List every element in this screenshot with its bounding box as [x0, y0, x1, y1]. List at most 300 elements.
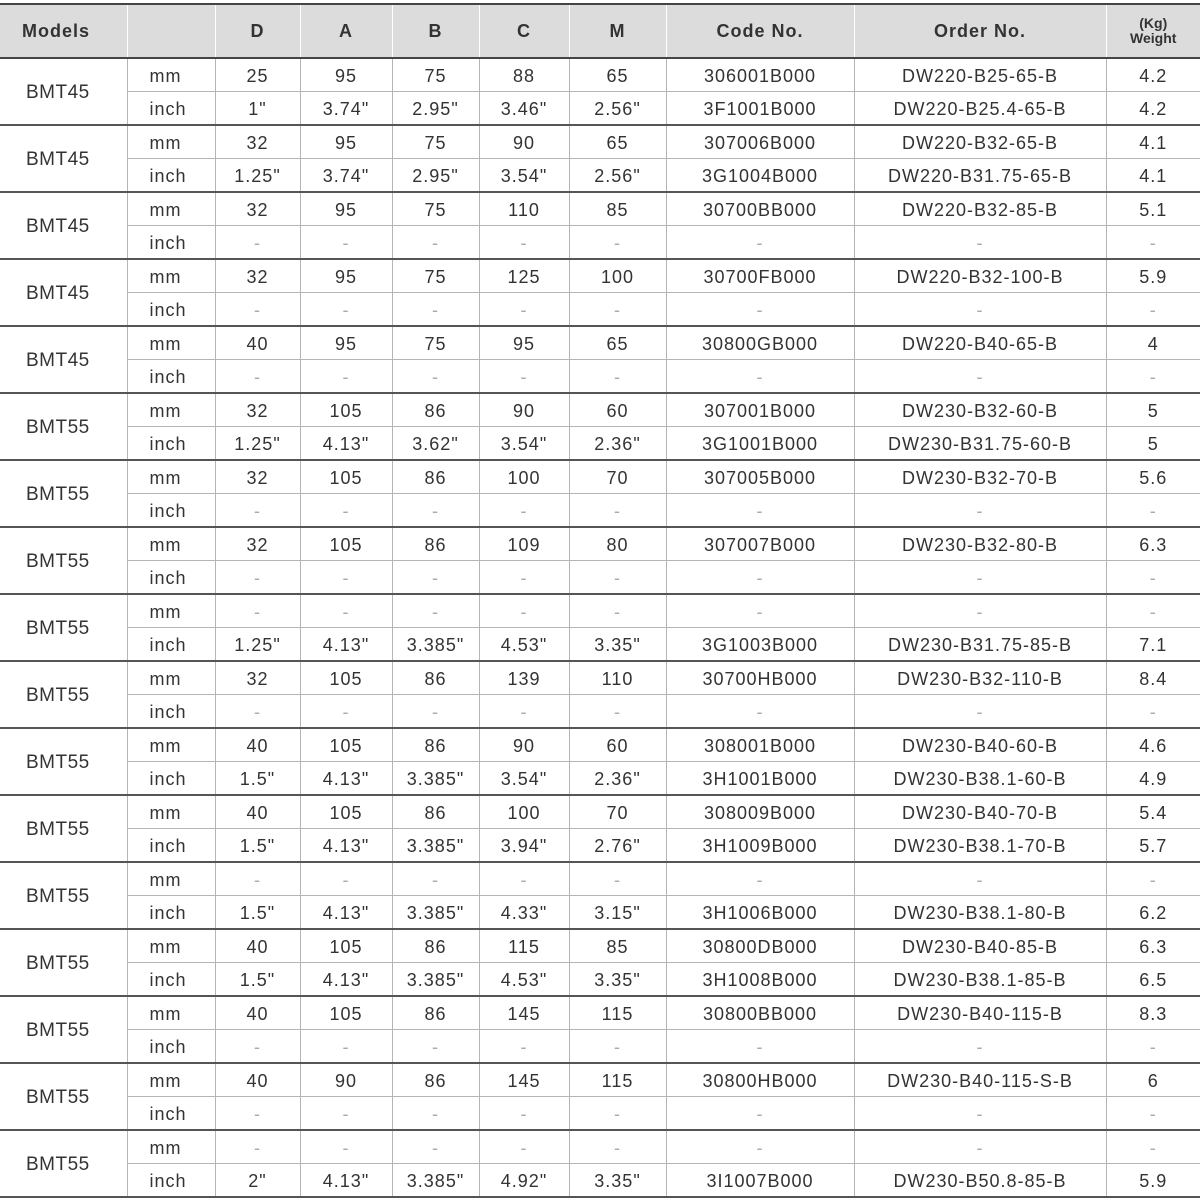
weight-cell: 6.3	[1106, 527, 1200, 561]
b-cell: 86	[392, 527, 479, 561]
model-cell: BMT55	[0, 795, 127, 862]
order-no-cell: -	[854, 1030, 1106, 1064]
unit-cell: mm	[127, 1130, 215, 1164]
d-cell: -	[215, 1030, 300, 1064]
c-cell: 3.54"	[479, 427, 569, 461]
order-no-cell: DW230-B31.75-60-B	[854, 427, 1106, 461]
table-row	[0, 527, 1200, 561]
c-cell: 125	[479, 259, 569, 293]
b-cell: -	[392, 561, 479, 595]
d-cell: 40	[215, 929, 300, 963]
c-cell: 3.94"	[479, 829, 569, 863]
m-cell: -	[569, 862, 666, 896]
unit-cell: mm	[127, 125, 215, 159]
order-no-cell: DW230-B38.1-70-B	[854, 829, 1106, 863]
order-no-cell: DW230-B40-85-B	[854, 929, 1106, 963]
d-cell: 40	[215, 795, 300, 829]
b-cell: 86	[392, 728, 479, 762]
weight-unit-label: (Kg)	[1139, 15, 1168, 31]
m-cell: 2.36"	[569, 427, 666, 461]
c-cell: 4.33"	[479, 896, 569, 930]
unit-cell: mm	[127, 192, 215, 226]
c-cell: 88	[479, 58, 569, 92]
m-cell: 2.56"	[569, 159, 666, 193]
model-cell: BMT55	[0, 929, 127, 996]
a-cell: 105	[300, 996, 392, 1030]
order-no-cell: -	[854, 561, 1106, 595]
weight-cell: 4.2	[1106, 92, 1200, 126]
weight-cell: 4.6	[1106, 728, 1200, 762]
weight-cell: 5.9	[1106, 259, 1200, 293]
model-cell: BMT55	[0, 393, 127, 460]
code-no-cell: 3G1001B000	[666, 427, 854, 461]
c-cell: -	[479, 594, 569, 628]
c-cell: 4.92"	[479, 1164, 569, 1198]
b-cell: 75	[392, 259, 479, 293]
d-cell: 1"	[215, 92, 300, 126]
table-row	[0, 829, 1200, 863]
b-cell: 3.385"	[392, 829, 479, 863]
model-cell: BMT45	[0, 259, 127, 326]
weight-cell: 5.6	[1106, 460, 1200, 494]
unit-cell: inch	[127, 963, 215, 997]
c-cell: 145	[479, 1063, 569, 1097]
code-no-cell: -	[666, 226, 854, 260]
code-no-cell: 3H1001B000	[666, 762, 854, 796]
d-cell: 40	[215, 1063, 300, 1097]
table-row	[0, 92, 1200, 126]
a-cell: -	[300, 862, 392, 896]
order-no-cell: -	[854, 494, 1106, 528]
b-cell: 2.95"	[392, 92, 479, 126]
c-cell: 95	[479, 326, 569, 360]
unit-cell: mm	[127, 929, 215, 963]
model-cell: BMT45	[0, 58, 127, 125]
code-no-cell: 30700FB000	[666, 259, 854, 293]
d-cell: 32	[215, 192, 300, 226]
code-no-cell: -	[666, 293, 854, 327]
code-no-cell: -	[666, 1030, 854, 1064]
b-cell: -	[392, 226, 479, 260]
a-cell: 105	[300, 929, 392, 963]
d-cell: 1.25"	[215, 427, 300, 461]
a-cell: 4.13"	[300, 896, 392, 930]
m-cell: 115	[569, 996, 666, 1030]
d-cell: -	[215, 293, 300, 327]
table-row	[0, 293, 1200, 327]
m-cell: 3.35"	[569, 1164, 666, 1198]
d-cell: 32	[215, 460, 300, 494]
b-cell: 86	[392, 460, 479, 494]
order-no-cell: -	[854, 293, 1106, 327]
m-cell: 65	[569, 58, 666, 92]
unit-cell: inch	[127, 92, 215, 126]
unit-cell: mm	[127, 594, 215, 628]
a-cell: 4.13"	[300, 829, 392, 863]
a-header: A	[300, 4, 392, 58]
code-no-cell: -	[666, 862, 854, 896]
model-cell: BMT55	[0, 862, 127, 929]
m-cell: 3.15"	[569, 896, 666, 930]
c-cell: 3.46"	[479, 92, 569, 126]
model-cell: BMT45	[0, 125, 127, 192]
unit-cell: mm	[127, 862, 215, 896]
unit-cell: inch	[127, 427, 215, 461]
b-cell: -	[392, 594, 479, 628]
unit-cell: mm	[127, 1063, 215, 1097]
code-no-cell: -	[666, 1130, 854, 1164]
model-cell: BMT55	[0, 594, 127, 661]
b-cell: 3.385"	[392, 628, 479, 662]
b-cell: 75	[392, 125, 479, 159]
order-no-cell: -	[854, 695, 1106, 729]
a-cell: 4.13"	[300, 628, 392, 662]
a-cell: 95	[300, 192, 392, 226]
m-cell: 3.35"	[569, 963, 666, 997]
code-no-cell: 30800DB000	[666, 929, 854, 963]
unit-header	[127, 4, 215, 58]
order-header: Order No.	[854, 4, 1106, 58]
code-no-cell: -	[666, 360, 854, 394]
m-cell: 85	[569, 192, 666, 226]
weight-cell: 4.2	[1106, 58, 1200, 92]
unit-cell: mm	[127, 259, 215, 293]
table-row	[0, 996, 1200, 1030]
code-no-cell: -	[666, 695, 854, 729]
d-cell: 40	[215, 326, 300, 360]
table-row	[0, 159, 1200, 193]
order-no-cell: DW230-B38.1-80-B	[854, 896, 1106, 930]
order-no-cell: DW230-B50.8-85-B	[854, 1164, 1106, 1198]
unit-cell: inch	[127, 159, 215, 193]
b-cell: -	[392, 695, 479, 729]
order-no-cell: DW220-B25.4-65-B	[854, 92, 1106, 126]
m-cell: 70	[569, 795, 666, 829]
weight-cell: -	[1106, 360, 1200, 394]
weight-cell: 4.1	[1106, 125, 1200, 159]
order-no-cell: -	[854, 862, 1106, 896]
code-no-cell: -	[666, 594, 854, 628]
unit-cell: inch	[127, 762, 215, 796]
d-cell: -	[215, 695, 300, 729]
a-cell: 4.13"	[300, 762, 392, 796]
d-header: D	[215, 4, 300, 58]
a-cell: 3.74"	[300, 92, 392, 126]
a-cell: -	[300, 293, 392, 327]
order-no-cell: DW230-B38.1-60-B	[854, 762, 1106, 796]
unit-cell: inch	[127, 226, 215, 260]
model-cell: BMT55	[0, 996, 127, 1063]
m-cell: 115	[569, 1063, 666, 1097]
c-cell: -	[479, 360, 569, 394]
c-cell: 100	[479, 460, 569, 494]
order-no-cell: -	[854, 594, 1106, 628]
unit-cell: mm	[127, 393, 215, 427]
c-header: C	[479, 4, 569, 58]
d-cell: 25	[215, 58, 300, 92]
code-no-cell: 30800GB000	[666, 326, 854, 360]
c-cell: 4.53"	[479, 963, 569, 997]
table-row	[0, 1130, 1200, 1164]
d-cell: -	[215, 594, 300, 628]
table-row	[0, 762, 1200, 796]
table-row	[0, 427, 1200, 461]
d-cell: -	[215, 494, 300, 528]
a-cell: -	[300, 1130, 392, 1164]
weight-cell: -	[1106, 1030, 1200, 1064]
order-no-cell: DW230-B40-60-B	[854, 728, 1106, 762]
code-no-cell: 3F1001B000	[666, 92, 854, 126]
weight-header	[1106, 4, 1200, 58]
b-cell: -	[392, 1130, 479, 1164]
m-cell: 80	[569, 527, 666, 561]
m-cell: -	[569, 1030, 666, 1064]
d-cell: 1.25"	[215, 159, 300, 193]
weight-cell: 7.1	[1106, 628, 1200, 662]
table-row	[0, 1030, 1200, 1064]
unit-cell: inch	[127, 360, 215, 394]
c-cell: -	[479, 226, 569, 260]
b-cell: -	[392, 1097, 479, 1131]
m-cell: 60	[569, 728, 666, 762]
a-cell: -	[300, 226, 392, 260]
c-cell: 3.54"	[479, 762, 569, 796]
code-no-cell: 3G1003B000	[666, 628, 854, 662]
a-cell: 4.13"	[300, 963, 392, 997]
code-no-cell: 307005B000	[666, 460, 854, 494]
c-cell: 109	[479, 527, 569, 561]
c-cell: -	[479, 561, 569, 595]
weight-cell: -	[1106, 226, 1200, 260]
b-cell: 3.62"	[392, 427, 479, 461]
m-cell: 60	[569, 393, 666, 427]
c-cell: -	[479, 293, 569, 327]
a-cell: 105	[300, 728, 392, 762]
a-cell: 105	[300, 527, 392, 561]
table-row	[0, 58, 1200, 92]
unit-cell: inch	[127, 1030, 215, 1064]
b-cell: 86	[392, 795, 479, 829]
c-cell: -	[479, 1030, 569, 1064]
unit-cell: mm	[127, 996, 215, 1030]
model-cell: BMT55	[0, 661, 127, 728]
table-row	[0, 360, 1200, 394]
b-cell: 3.385"	[392, 1164, 479, 1198]
unit-cell: inch	[127, 1164, 215, 1198]
d-cell: 32	[215, 259, 300, 293]
order-no-cell: DW230-B40-115-S-B	[854, 1063, 1106, 1097]
b-cell: 3.385"	[392, 762, 479, 796]
spec-table	[0, 3, 1200, 1198]
order-no-cell: DW220-B40-65-B	[854, 326, 1106, 360]
b-cell: -	[392, 293, 479, 327]
c-cell: 90	[479, 393, 569, 427]
a-cell: -	[300, 1030, 392, 1064]
a-cell: 95	[300, 58, 392, 92]
table-row	[0, 795, 1200, 829]
weight-cell: 5	[1106, 427, 1200, 461]
d-cell: 1.5"	[215, 762, 300, 796]
unit-cell: mm	[127, 795, 215, 829]
order-no-cell: -	[854, 1097, 1106, 1131]
d-cell: -	[215, 862, 300, 896]
a-cell: 3.74"	[300, 159, 392, 193]
unit-cell: inch	[127, 293, 215, 327]
weight-cell: 8.4	[1106, 661, 1200, 695]
model-cell: BMT55	[0, 1063, 127, 1130]
d-cell: -	[215, 561, 300, 595]
a-cell: 105	[300, 661, 392, 695]
d-cell: 1.5"	[215, 963, 300, 997]
model-cell: BMT55	[0, 1130, 127, 1197]
b-cell: 75	[392, 58, 479, 92]
unit-cell: inch	[127, 896, 215, 930]
b-cell: -	[392, 1030, 479, 1064]
m-header: M	[569, 4, 666, 58]
m-cell: 2.56"	[569, 92, 666, 126]
weight-cell: 4.1	[1106, 159, 1200, 193]
unit-cell: mm	[127, 661, 215, 695]
c-cell: 90	[479, 728, 569, 762]
table-row	[0, 393, 1200, 427]
m-cell: -	[569, 226, 666, 260]
b-cell: -	[392, 360, 479, 394]
order-no-cell: DW220-B32-100-B	[854, 259, 1106, 293]
d-cell: 32	[215, 527, 300, 561]
model-cell: BMT45	[0, 192, 127, 259]
weight-cell: 5.4	[1106, 795, 1200, 829]
weight-cell: 5	[1106, 393, 1200, 427]
b-cell: 75	[392, 192, 479, 226]
weight-cell: 4.9	[1106, 762, 1200, 796]
code-no-cell: 308001B000	[666, 728, 854, 762]
weight-cell: 5.7	[1106, 829, 1200, 863]
models-header: Models	[0, 4, 127, 58]
m-cell: 100	[569, 259, 666, 293]
model-cell: BMT55	[0, 527, 127, 594]
a-cell: -	[300, 594, 392, 628]
c-cell: 115	[479, 929, 569, 963]
order-no-cell: DW230-B32-70-B	[854, 460, 1106, 494]
order-no-cell: DW230-B40-70-B	[854, 795, 1106, 829]
order-no-cell: DW230-B31.75-85-B	[854, 628, 1106, 662]
unit-cell: inch	[127, 1097, 215, 1131]
m-cell: -	[569, 1130, 666, 1164]
a-cell: -	[300, 561, 392, 595]
table-row	[0, 1097, 1200, 1131]
table-body	[0, 58, 1200, 1197]
unit-cell: inch	[127, 695, 215, 729]
order-no-cell: DW220-B32-85-B	[854, 192, 1106, 226]
header-row	[0, 4, 1200, 58]
c-cell: 3.54"	[479, 159, 569, 193]
a-cell: -	[300, 1097, 392, 1131]
weight-cell: 5.9	[1106, 1164, 1200, 1198]
code-no-cell: -	[666, 494, 854, 528]
weight-cell: -	[1106, 561, 1200, 595]
a-cell: 105	[300, 795, 392, 829]
table-row	[0, 862, 1200, 896]
order-no-cell: -	[854, 360, 1106, 394]
b-cell: 86	[392, 393, 479, 427]
a-cell: 105	[300, 460, 392, 494]
weight-cell: 4	[1106, 326, 1200, 360]
weight-cell: 6.3	[1106, 929, 1200, 963]
a-cell: 95	[300, 259, 392, 293]
m-cell: 65	[569, 326, 666, 360]
m-cell: 2.36"	[569, 762, 666, 796]
code-no-cell: 3H1009B000	[666, 829, 854, 863]
c-cell: 145	[479, 996, 569, 1030]
m-cell: 85	[569, 929, 666, 963]
table-row	[0, 594, 1200, 628]
code-no-cell: 307001B000	[666, 393, 854, 427]
m-cell: 3.35"	[569, 628, 666, 662]
table-row	[0, 896, 1200, 930]
c-cell: -	[479, 1097, 569, 1131]
m-cell: -	[569, 594, 666, 628]
order-no-cell: DW230-B40-115-B	[854, 996, 1106, 1030]
d-cell: 40	[215, 728, 300, 762]
table-row	[0, 1063, 1200, 1097]
unit-cell: inch	[127, 494, 215, 528]
table-row	[0, 561, 1200, 595]
m-cell: 110	[569, 661, 666, 695]
order-no-cell: -	[854, 226, 1106, 260]
table-row	[0, 1164, 1200, 1198]
table-row	[0, 695, 1200, 729]
order-no-cell: DW230-B32-80-B	[854, 527, 1106, 561]
d-cell: 2"	[215, 1164, 300, 1198]
m-cell: 2.76"	[569, 829, 666, 863]
a-cell: -	[300, 360, 392, 394]
table-row	[0, 226, 1200, 260]
m-cell: -	[569, 360, 666, 394]
d-cell: 40	[215, 996, 300, 1030]
code-no-cell: 306001B000	[666, 58, 854, 92]
weight-cell: -	[1106, 862, 1200, 896]
weight-cell: 6.5	[1106, 963, 1200, 997]
m-cell: 70	[569, 460, 666, 494]
b-cell: -	[392, 494, 479, 528]
unit-cell: inch	[127, 628, 215, 662]
code-no-cell: 3G1004B000	[666, 159, 854, 193]
a-cell: 95	[300, 125, 392, 159]
c-cell: 139	[479, 661, 569, 695]
b-cell: 3.385"	[392, 963, 479, 997]
m-cell: -	[569, 695, 666, 729]
a-cell: 105	[300, 393, 392, 427]
unit-cell: mm	[127, 326, 215, 360]
b-cell: 86	[392, 661, 479, 695]
table-row	[0, 192, 1200, 226]
weight-cell: -	[1106, 594, 1200, 628]
b-cell: 75	[392, 326, 479, 360]
unit-cell: mm	[127, 527, 215, 561]
d-cell: 1.25"	[215, 628, 300, 662]
weight-label: Weight	[1130, 30, 1177, 46]
d-cell: 1.5"	[215, 896, 300, 930]
table-row	[0, 929, 1200, 963]
table-row	[0, 963, 1200, 997]
weight-cell: -	[1106, 695, 1200, 729]
c-cell: -	[479, 862, 569, 896]
order-no-cell: DW220-B31.75-65-B	[854, 159, 1106, 193]
unit-cell: inch	[127, 829, 215, 863]
order-no-cell: DW230-B32-60-B	[854, 393, 1106, 427]
weight-cell: 5.1	[1106, 192, 1200, 226]
a-cell: -	[300, 695, 392, 729]
